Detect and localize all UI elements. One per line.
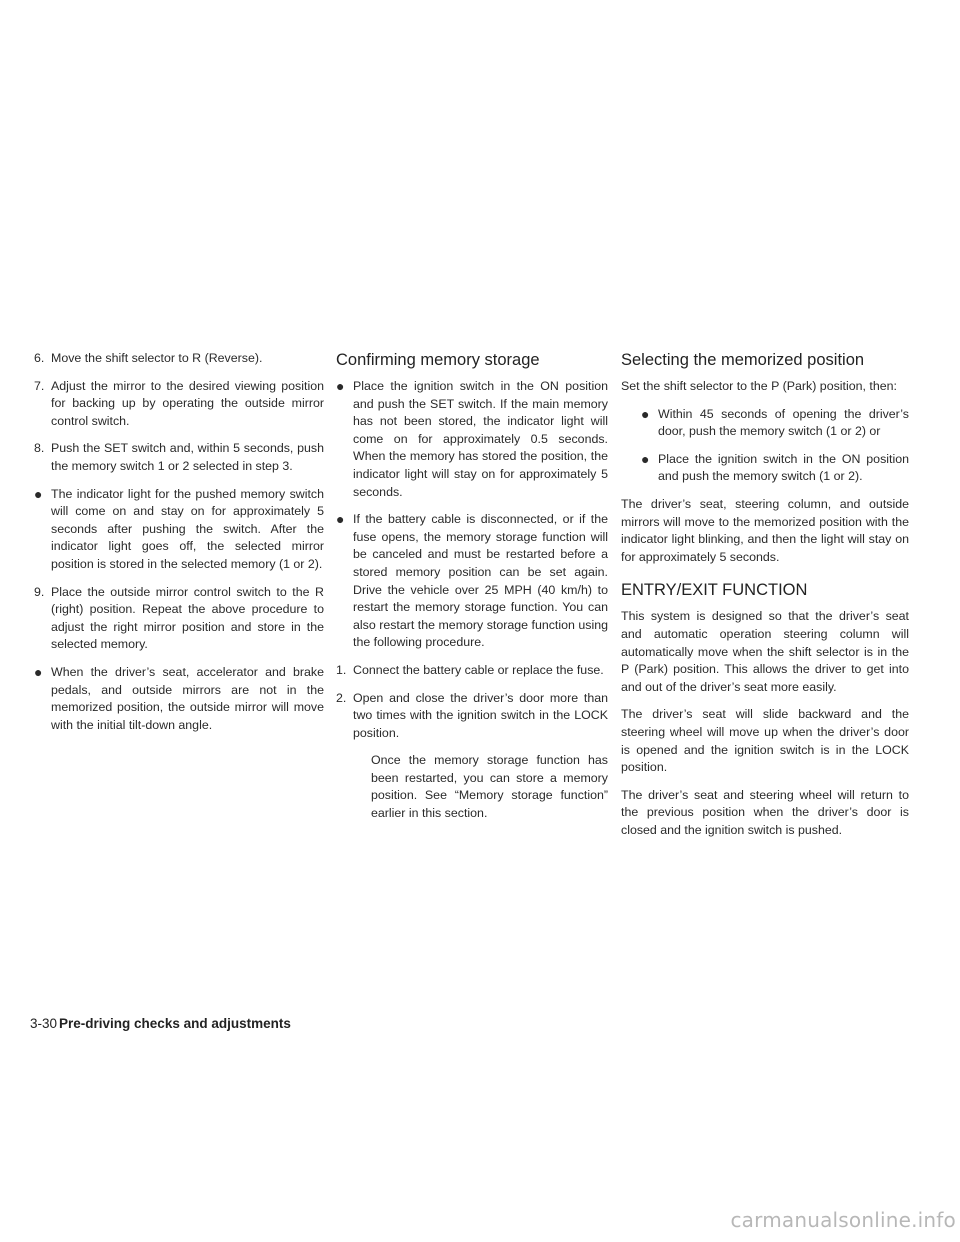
bullet-indicator-light xyxy=(34,486,324,574)
column-middle xyxy=(336,350,608,833)
step-6 xyxy=(34,350,324,368)
bullet-icon: ● xyxy=(336,511,345,528)
step-number: 1. xyxy=(336,662,347,677)
bullet-text: The indicator light for the pushed memory switch will come on and stay on for approximately 5 seconds after pushing the switch. After the indicator light goes off, the selected mirror position is stored in the selected memory (1 or 2). xyxy=(51,486,324,571)
heading-entry-exit-function: ENTRY/EXIT FUNCTION xyxy=(621,581,808,600)
bullet-icon: ● xyxy=(641,405,650,422)
bullet-text: Place the ignition switch in the ON position and push the memory switch (1 or 2). xyxy=(658,451,909,484)
bullet-icon: ● xyxy=(34,485,43,502)
section-title: Pre-driving checks and adjustments xyxy=(59,1016,291,1031)
bullet-ignition-on xyxy=(621,451,909,486)
step-text: Place the outside mirror control switch to the R (right) position. Repeat the above procedure to adjust the right mirror position and store in the selected memory. xyxy=(51,584,324,652)
step-number: 8. xyxy=(34,441,45,456)
column-left xyxy=(34,350,324,744)
step-text: Push the SET switch and, within 5 seconds, push the memory switch 1 or 2 selected in step 3. xyxy=(51,441,324,473)
bullet-tilt-down xyxy=(34,664,324,734)
bullet-text: Place the ignition switch in the ON position and push the SET switch. If the main memory has not been stored, the indicator light will come on for approximately 0.5 seconds. When the memory has stored the position, the indicator light will stay on for approximately 5 seconds. xyxy=(353,379,608,499)
intro-paragraph: Set the shift selector to the P (Park) position, then: xyxy=(621,379,897,393)
paragraph-seat-return: The driver’s seat and steering wheel will return to the previous position when the driver’s door is closed and the ignition switch is pushed. xyxy=(621,787,909,837)
bullet-icon: ● xyxy=(34,663,43,680)
step-2 xyxy=(336,690,608,743)
step-8 xyxy=(34,440,324,475)
heading-confirming-memory-storage: Confirming memory storage xyxy=(336,351,540,369)
heading-selecting-memorized-position: Selecting the memorized position xyxy=(621,351,865,369)
page-number: 3-30 xyxy=(30,1016,58,1031)
step-text: Open and close the driver’s door more than two times with the ignition switch in the LOCK position. xyxy=(353,690,608,740)
step-number: 2. xyxy=(336,690,347,705)
bullet-battery-cable xyxy=(336,511,608,652)
step-text: Move the shift selector to R (Reverse). xyxy=(51,351,263,365)
bullet-icon: ● xyxy=(336,378,345,394)
step-1 xyxy=(336,662,608,680)
bullet-text: If the battery cable is disconnected, or if the fuse opens, the memory storage function will be canceled and must be restarted before a stored memory position can be set again. Drive the vehicle over 25 MPH (40 km/h) to restart the memory storage function. You can also restart the memory storage function using the following procedure. xyxy=(353,512,608,650)
step-text: Adjust the mirror to the desired viewing position for backing up by operating the outside mirror control switch. xyxy=(51,378,324,428)
step-7 xyxy=(34,378,324,431)
bullet-within-45-seconds xyxy=(621,406,909,441)
paragraph-seat-slide: The driver’s seat will slide backward and the steering wheel will move up when the driver’s door is opened and the ignition switch is in the LOCK position. xyxy=(621,707,909,775)
bullet-icon: ● xyxy=(641,450,650,467)
paragraph-entry-exit-design: This system is designed so that the driver’s seat and automatic operation steering column will automatically move when the shift selector is in the P (Park) position. This allows the driver to get into and out of the driver’s seat more easily. xyxy=(621,609,909,694)
restart-note: Once the memory storage function has been restarted, you can store a memory position. See “Memory storage function” earlier in this section. xyxy=(371,753,608,821)
bullet-set-switch xyxy=(336,378,608,501)
page-footer xyxy=(30,1015,291,1033)
step-9 xyxy=(34,584,324,654)
step-text: Connect the battery cable or replace the fuse. xyxy=(353,662,604,677)
step-number: 6. xyxy=(34,351,45,365)
bullet-text: When the driver’s seat, accelerator and brake pedals, and outside mirrors are not in the memorized position, the outside mirror will move with the initial tilt-down angle. xyxy=(51,664,324,732)
paragraph-memorized-move: The driver’s seat, steering column, and outside mirrors will move to the memorized position with the indicator light blinking, and then the light will stay on for approximately 5 seconds. xyxy=(621,496,909,564)
watermark: carmanualsonline.info xyxy=(730,1208,956,1232)
column-right xyxy=(621,350,909,849)
step-number: 7. xyxy=(34,378,45,393)
step-number: 9. xyxy=(34,584,45,599)
bullet-text: Within 45 seconds of opening the driver’s door, push the memory switch (1 or 2) or xyxy=(658,406,909,439)
